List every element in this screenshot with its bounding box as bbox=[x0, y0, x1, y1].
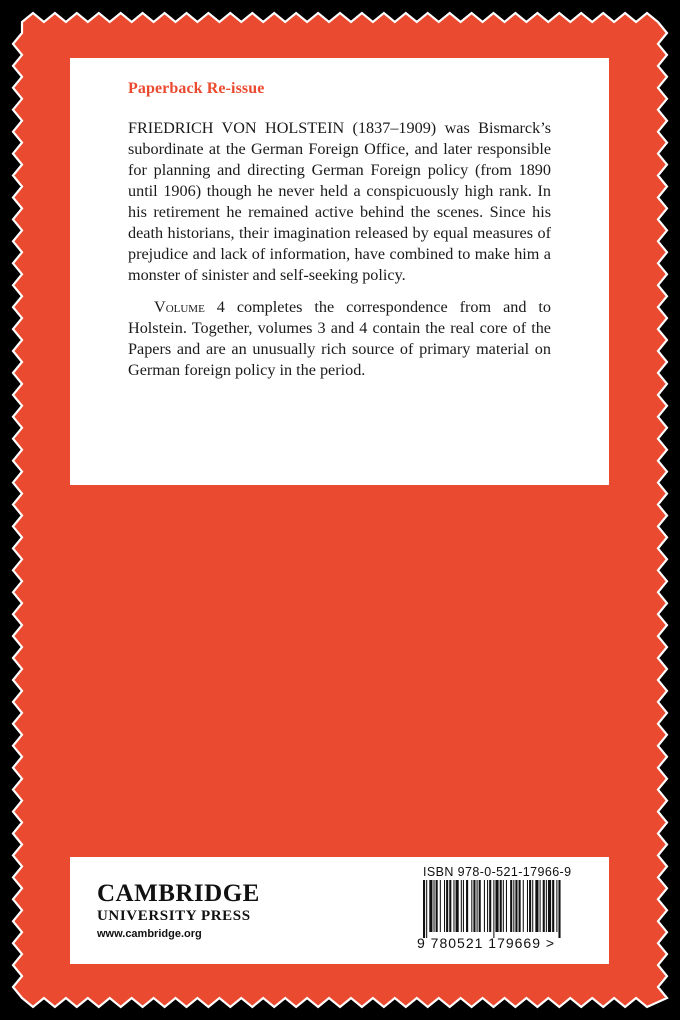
blurb-paragraph-2 bbox=[128, 297, 551, 381]
barcode-bar bbox=[506, 880, 507, 932]
barcode-bar bbox=[436, 880, 438, 932]
barcode-bar bbox=[500, 880, 502, 932]
barcode-bar bbox=[510, 880, 512, 932]
barcode bbox=[417, 880, 597, 938]
barcode-bar bbox=[515, 880, 517, 932]
barcode-bar bbox=[543, 880, 545, 932]
barcode-bar bbox=[461, 880, 462, 932]
barcode-bar bbox=[487, 880, 488, 932]
barcode-bar bbox=[513, 880, 514, 932]
publisher-subtitle: UNIVERSITY PRESS bbox=[97, 908, 251, 924]
barcode-bar bbox=[489, 880, 491, 932]
barcode-bar bbox=[473, 880, 475, 932]
barcode-bar bbox=[429, 880, 432, 932]
blurb bbox=[128, 118, 551, 381]
barcode-bar bbox=[466, 880, 468, 932]
barcode-bar bbox=[556, 880, 557, 932]
barcode-bar bbox=[463, 880, 464, 932]
barcode-bar bbox=[546, 880, 547, 932]
barcode-bar bbox=[426, 880, 427, 938]
barcode-bar bbox=[552, 880, 554, 932]
publisher-name: CAMBRIDGE bbox=[97, 880, 260, 907]
barcode-bar bbox=[423, 880, 425, 938]
barcode-bar bbox=[446, 880, 448, 932]
barcode-bar bbox=[558, 880, 560, 938]
barcode-digits: 9 780521 179669 > bbox=[417, 935, 556, 951]
barcode-bar bbox=[456, 880, 459, 932]
barcode-bar bbox=[449, 880, 451, 932]
isbn-label: ISBN 978-0-521-17966-9 bbox=[423, 865, 572, 879]
barcode-bar bbox=[529, 880, 531, 932]
barcode-bar bbox=[548, 880, 551, 932]
publisher-panel bbox=[70, 857, 609, 964]
blurb-paragraph-1: FRIEDRICH VON HOLSTEIN (1837–1909) was Bismarck’s subordinate at the German Foreign Office, and later responsible for planning and directing German Foreign policy (from 1890 until 1906) though he never held a conspicuously high rank. In his retirement he remained active behind the scenes. Since his death historians, their imagination released by equal measures of prejudice and lack of information, have combined to make him a monster of sinister and self-seeking policy. bbox=[128, 119, 551, 284]
barcode-bar bbox=[540, 880, 541, 932]
barcode-bar bbox=[453, 880, 454, 932]
reissue-label: Paperback Re-issue bbox=[128, 80, 265, 97]
barcode-bar bbox=[484, 880, 485, 932]
isbn-block bbox=[417, 865, 597, 951]
barcode-bar bbox=[495, 880, 498, 932]
barcode-bar bbox=[434, 880, 435, 932]
barcode-bar bbox=[503, 880, 504, 932]
barcode-bar bbox=[477, 880, 478, 932]
barcode-bar bbox=[535, 880, 538, 932]
barcode-bar bbox=[532, 880, 533, 932]
barcode-bar bbox=[523, 880, 524, 932]
publisher-logo bbox=[97, 881, 260, 940]
blurb-paragraph-2-text: completes the correspondence from and to Holstein. Together, volumes 3 and 4 contain the real core of the Papers and are an unusually rich source of primary material on German foreign policy in the period. bbox=[128, 298, 551, 379]
barcode-bar bbox=[527, 880, 528, 932]
barcode-bar bbox=[479, 880, 481, 932]
barcode-bar bbox=[519, 880, 521, 932]
barcode-bar bbox=[493, 880, 494, 938]
barcode-bar bbox=[471, 880, 472, 932]
description-panel bbox=[70, 58, 609, 485]
publisher-url: www.cambridge.org bbox=[97, 928, 202, 940]
barcode-bar bbox=[444, 880, 445, 932]
volume-lead: Volume 4 bbox=[154, 298, 225, 316]
barcode-bar bbox=[440, 880, 441, 932]
